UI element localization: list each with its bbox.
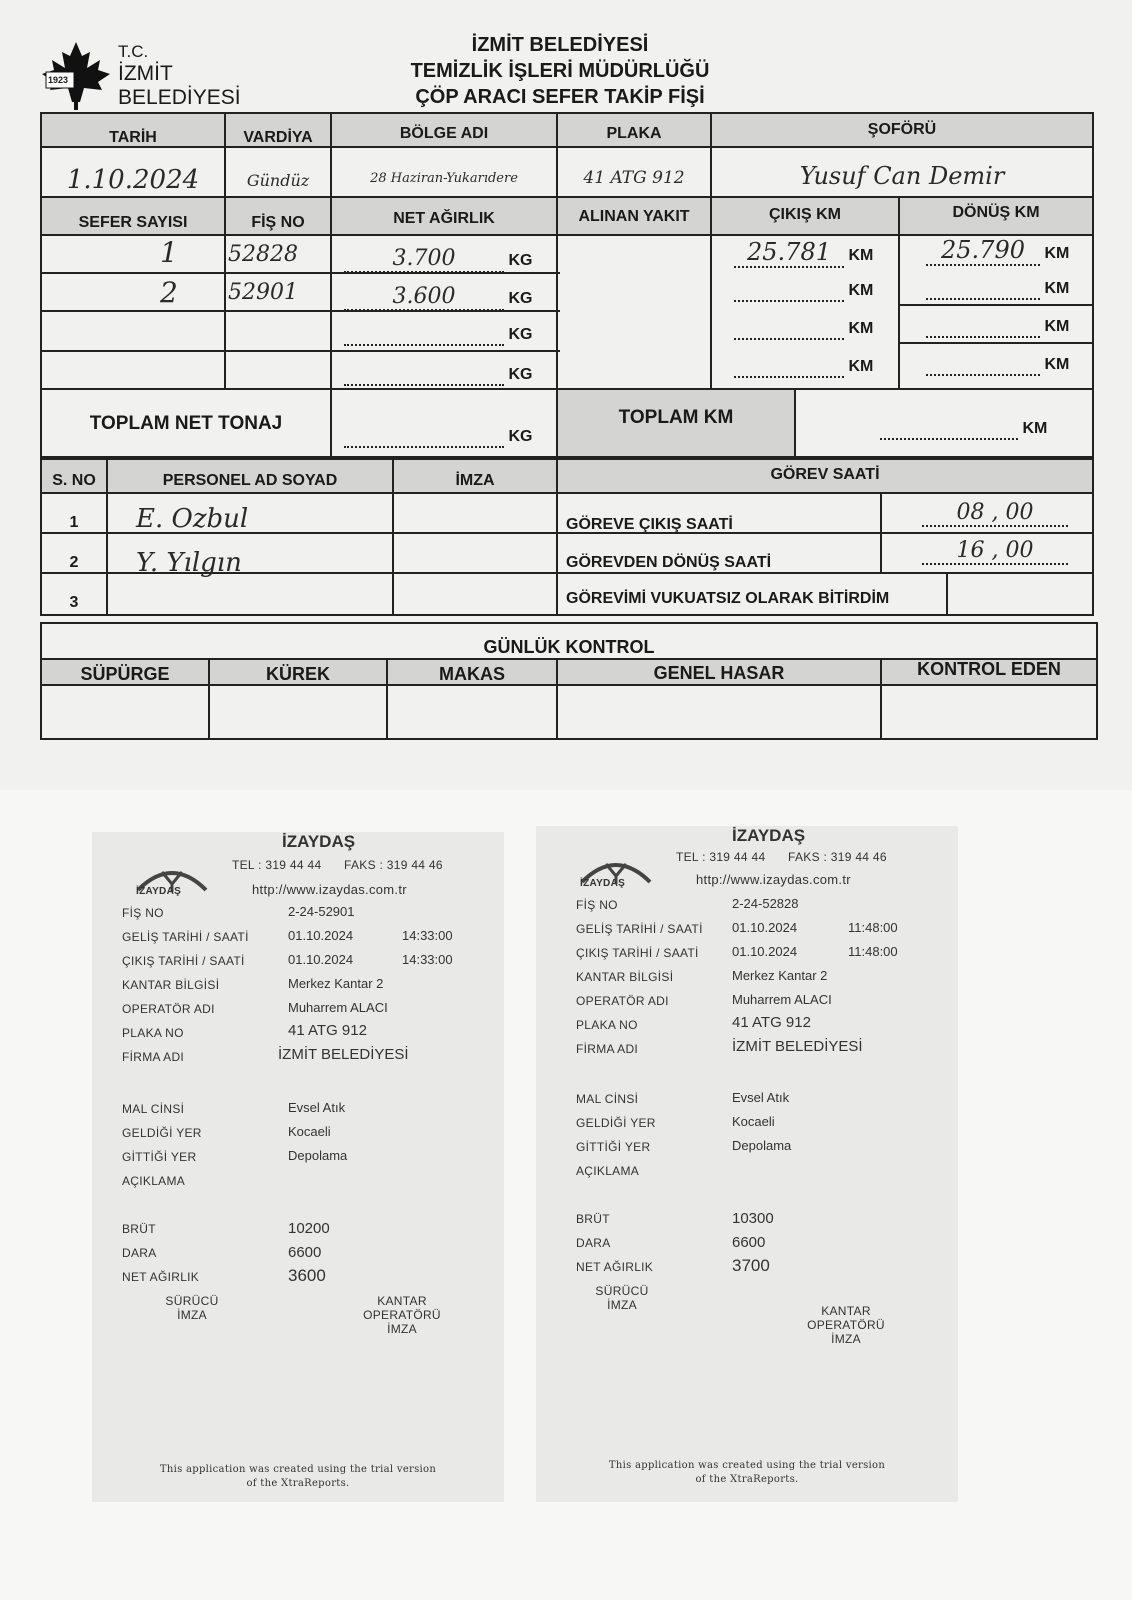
receipt-right-dara-label: DARA: [576, 1236, 611, 1250]
receipt-left-gittigi-label: GİTTİĞİ YER: [122, 1150, 197, 1164]
receipt-left-operator-value: Muharrem ALACI: [288, 1000, 388, 1015]
receipt-right-mal-value: Evsel Atık: [732, 1090, 790, 1105]
receipt-left-firma-value: İZMİT BELEDİYESİ: [278, 1046, 409, 1063]
receipt-left-gelis-saat: 14:33:00: [402, 928, 453, 943]
receipt-left-fis-value: 2-24-52901: [288, 904, 355, 919]
doc-title-3: ÇÖP ARACI SEFER TAKİP FİŞİ: [415, 86, 705, 108]
receipt-left-fis-label: FİŞ NO: [122, 906, 164, 920]
genel-hasar-header: GENEL HASAR: [653, 662, 785, 683]
receipt-left-url: http://www.izaydas.com.tr: [252, 882, 407, 897]
receipt-right-surucu: SÜRÜCÜ: [595, 1284, 649, 1298]
receipt-right-tel: TEL : 319 44 44: [676, 850, 766, 864]
trip1-fis: 52828: [228, 242, 298, 267]
receipt-left-cikis-label: ÇIKIŞ TARİHİ / SAATİ: [122, 954, 245, 968]
receipt-left-gittigi-value: Depolama: [288, 1148, 348, 1163]
kontrol-title: GÜNLÜK KONTROL: [483, 636, 655, 657]
receipt-right-kantar-op-imza: İMZA: [831, 1332, 861, 1346]
doc-title-2: TEMİZLİK İŞLERİ MÜDÜRLÜĞÜ: [410, 60, 710, 82]
trip1-sefer: 1: [160, 236, 178, 269]
receipt-right-brut-label: BRÜT: [576, 1212, 610, 1226]
logo-tc: T.C.: [118, 42, 149, 61]
trip4-net: KG: [344, 366, 532, 386]
makas-header: MAKAS: [439, 663, 505, 684]
receipt-left-kantar-label: KANTAR BİLGİSİ: [122, 978, 220, 992]
receipt-left-footer-1: This application was created using the trial version: [159, 1464, 437, 1475]
personel-row-2-name: Y. Yılgın: [136, 548, 242, 578]
receipt-left-gelis-label: GELİŞ TARİHİ / SAATİ: [122, 930, 249, 944]
trip1-cikis-km: 25.781 KM: [734, 238, 873, 268]
receipt-right-kantar-value: Merkez Kantar 2: [732, 968, 828, 983]
receipt-left-plaka-value: 41 ATG 912: [288, 1022, 367, 1039]
receipt-left-net-label: NET AĞIRLIK: [122, 1270, 200, 1284]
receipt-right-gelis-saat: 11:48:00: [848, 920, 898, 935]
personel-row-2-no: 2: [69, 554, 79, 571]
trip2-sefer: 2: [160, 276, 178, 309]
receipt-left-tel: TEL : 319 44 44: [232, 858, 322, 872]
trip3-donus-km: KM: [926, 318, 1069, 338]
trip3-cikis-km: KM: [734, 320, 873, 340]
kontrol-eden-header: KONTROL EDEN: [917, 658, 1061, 679]
sefer-header: SEFER SAYISI: [78, 214, 188, 231]
personel-row-1-name: E. Ozbul: [136, 504, 249, 534]
receipt-right-firma-value: İZMİT BELEDİYESİ: [732, 1038, 863, 1055]
receipt-left-gelis-tarih: 01.10.2024: [288, 928, 354, 943]
receipt-left-faks: FAKS : 319 44 46: [344, 858, 443, 872]
receipt-right-url: http://www.izaydas.com.tr: [696, 872, 851, 887]
toplam-tonaj-label: TOPLAM NET TONAJ: [89, 413, 283, 434]
bolge-value: 28 Haziran-Yukarıdere: [370, 170, 518, 186]
receipt-left-footer-2: of the XtraReports.: [246, 1478, 350, 1489]
receipt-right-gelis-tarih: 01.10.2024: [732, 920, 798, 935]
receipt-left: [92, 832, 504, 1502]
sno-header: S. NO: [52, 472, 96, 489]
receipt-right-operator-value: Muharrem ALACI: [732, 992, 832, 1007]
receipt-right-operator-label: OPERATÖR ADI: [576, 994, 669, 1008]
receipt-left-mal-label: MAL CİNSİ: [122, 1102, 185, 1116]
receipt-right-firma-label: FİRMA ADI: [576, 1042, 639, 1056]
receipt-left-operator-label: OPERATÖR ADI: [122, 1002, 215, 1016]
logo-name-2: BELEDİYESİ: [118, 86, 241, 109]
receipt-right-net-value: 3700: [732, 1256, 770, 1275]
sofor-value: Yusuf Can Demir: [799, 162, 1005, 190]
receipt-right-gelis-label: GELİŞ TARİHİ / SAATİ: [576, 922, 703, 936]
supurge-header: SÜPÜRGE: [80, 663, 170, 684]
receipt-left-kantar-op-imza: İMZA: [387, 1322, 417, 1336]
trip2-fis: 52901: [228, 280, 298, 305]
net-header: NET AĞIRLIK: [393, 210, 495, 227]
receipt-right-footer-1: This application was created using the trial version: [608, 1460, 886, 1471]
receipt-left-surucu-imza: İMZA: [177, 1308, 207, 1322]
trip1-donus-km: 25.790 KM: [926, 236, 1069, 266]
trip3-net: KG: [344, 326, 532, 346]
sofor-header: ŞOFÖRÜ: [867, 121, 937, 138]
fis-header: FİŞ NO: [251, 214, 305, 231]
receipt-right-fis-value: 2-24-52828: [732, 896, 799, 911]
receipt-left-brut-value: 10200: [288, 1220, 330, 1237]
receipt-right-aciklama-label: AÇIKLAMA: [576, 1164, 640, 1178]
gorev-saati-header: GÖREV SAATİ: [770, 466, 880, 483]
receipt-right-dara-value: 6600: [732, 1234, 766, 1251]
kurek-header: KÜREK: [265, 663, 330, 684]
gorevden-donus-value: 16 , 00: [922, 538, 1068, 565]
receipt-left-kantar-op-1: KANTAR: [377, 1294, 427, 1308]
toplam-tonaj-value: KG: [344, 428, 532, 448]
receipt-right-fis-label: FİŞ NO: [576, 898, 618, 912]
receipt-right-geldigi-value: Kocaeli: [732, 1114, 775, 1129]
cikis-km-header: ÇIKIŞ KM: [769, 206, 841, 223]
receipt-right-cikis-label: ÇIKIŞ TARİHİ / SAATİ: [576, 946, 699, 960]
yakit-header: ALINAN YAKIT: [578, 208, 690, 225]
receipt-left-kantar-value: Merkez Kantar 2: [288, 976, 384, 991]
receipt-right-cikis-tarih: 01.10.2024: [732, 944, 798, 959]
receipt-right-geldigi-label: GELDİĞİ YER: [576, 1116, 656, 1130]
tarih-header: TARİH: [109, 129, 157, 146]
logo-name-1: İZMİT: [118, 62, 173, 85]
trip4-cikis-km: KM: [734, 358, 873, 378]
receipt-left-brut-label: BRÜT: [122, 1222, 156, 1236]
receipt-right-gittigi-label: GİTTİĞİ YER: [576, 1140, 651, 1154]
gorevden-donus-label: GÖREVDEN DÖNÜŞ SAATİ: [566, 554, 772, 571]
receipt-right-kantar-op-1: KANTAR: [821, 1304, 871, 1318]
plaka-value: 41 ATG 912: [583, 168, 685, 188]
receipt-left-aciklama-label: AÇIKLAMA: [122, 1174, 186, 1188]
personel-row-1-no: 1: [69, 514, 79, 531]
receipt-left-dara-label: DARA: [122, 1246, 157, 1260]
receipt-left-firma-label: FİRMA ADI: [122, 1050, 185, 1064]
receipt-left-mal-value: Evsel Atık: [288, 1100, 346, 1115]
vardiya-value: Gündüz: [246, 170, 310, 190]
trip2-net: 3.600 KG: [344, 284, 532, 311]
receipt-right-kantar-label: KANTAR BİLGİSİ: [576, 970, 674, 984]
goreve-cikis-label: GÖREVE ÇIKIŞ SAATİ: [566, 516, 733, 533]
toplam-km-value: KM: [880, 420, 1047, 440]
trip2-cikis-km: KM: [734, 282, 873, 302]
receipt-left-cikis-tarih: 01.10.2024: [288, 952, 354, 967]
municipality-logo: [40, 40, 240, 114]
receipt-right-surucu-imza: İMZA: [607, 1298, 637, 1312]
imza-header: İMZA: [455, 472, 495, 489]
receipt-left-geldigi-label: GELDİĞİ YER: [122, 1126, 202, 1140]
receipt-right: [536, 826, 958, 1502]
vukuatsiz-label: GÖREVİMİ VUKUATSIZ OLARAK BİTİRDİM: [566, 590, 890, 607]
receipt-left-logo-text: İZAYDAŞ: [136, 886, 182, 897]
receipt-left-cikis-saat: 14:33:00: [402, 952, 453, 967]
vardiya-header: VARDİYA: [243, 129, 313, 146]
donus-km-header: DÖNÜŞ KM: [952, 204, 1040, 221]
personel-row-3-no: 3: [69, 594, 79, 611]
receipt-left-plaka-label: PLAKA NO: [122, 1026, 184, 1040]
receipt-right-mal-label: MAL CİNSİ: [576, 1092, 639, 1106]
receipt-left-kantar-op-2: OPERATÖRÜ: [363, 1308, 441, 1322]
receipt-right-footer-2: of the XtraReports.: [695, 1474, 799, 1485]
receipt-right-plaka-value: 41 ATG 912: [732, 1014, 811, 1031]
receipt-left-dara-value: 6600: [288, 1244, 322, 1261]
receipt-left-brand: İZAYDAŞ: [282, 832, 356, 851]
tarih-value: 1.10.2024: [66, 165, 200, 195]
goreve-cikis-value: 08 , 00: [922, 500, 1068, 527]
plaka-header: PLAKA: [606, 125, 662, 142]
receipt-right-gittigi-value: Depolama: [732, 1138, 792, 1153]
receipt-left-net-value: 3600: [288, 1266, 326, 1285]
receipt-right-logo-text: İZAYDAŞ: [580, 878, 626, 889]
trip2-donus-km: KM: [926, 280, 1069, 300]
bolge-header: BÖLGE ADI: [399, 125, 489, 142]
receipt-right-kantar-op-2: OPERATÖRÜ: [807, 1318, 885, 1332]
logo-year: 1923: [48, 75, 69, 85]
receipt-right-cikis-saat: 11:48:00: [848, 944, 898, 959]
toplam-km-label: TOPLAM KM: [618, 407, 734, 428]
receipt-right-net-label: NET AĞIRLIK: [576, 1260, 654, 1274]
receipt-right-brand: İZAYDAŞ: [732, 826, 806, 845]
doc-title-1: İZMİT BELEDİYESİ: [471, 34, 649, 56]
receipt-left-geldigi-value: Kocaeli: [288, 1124, 331, 1139]
trip4-donus-km: KM: [926, 356, 1069, 376]
personel-ad-header: PERSONEL AD SOYAD: [162, 472, 338, 489]
trip1-net: 3.700 KG: [344, 246, 532, 273]
receipt-right-plaka-label: PLAKA NO: [576, 1018, 638, 1032]
receipt-left-surucu: SÜRÜCÜ: [165, 1294, 219, 1308]
receipt-right-faks: FAKS : 319 44 46: [788, 850, 887, 864]
receipt-right-brut-value: 10300: [732, 1210, 774, 1227]
